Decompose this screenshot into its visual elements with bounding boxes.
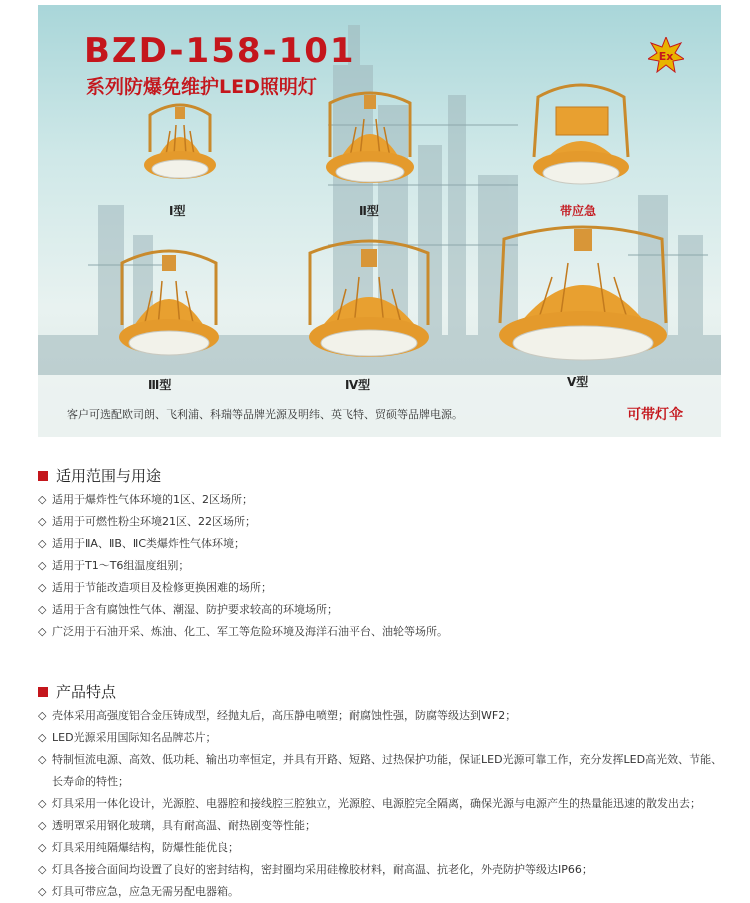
product-banner xyxy=(38,5,721,437)
list-item: ◇ 适用于爆炸性气体环境的1区、2区场所； xyxy=(38,489,728,511)
features-list xyxy=(38,705,728,903)
umbrella-note: 可带灯伞 xyxy=(627,407,683,423)
diamond-bullet-icon: ◇ xyxy=(38,515,47,528)
lamp-emergency-image xyxy=(528,77,634,197)
lamp-type-5-image xyxy=(494,223,672,375)
list-item: ◇ 灯具采用一体化设计，光源腔、电器腔和接线腔三腔独立，光源腔、电源腔完全隔离，确保光源与电源产生的热量能迅速的散发出去； xyxy=(38,793,728,815)
lamp-type-3-label: Ⅲ型 xyxy=(148,378,172,392)
section-bullet-square-icon xyxy=(38,471,48,481)
ex-mark-text: Ex xyxy=(658,50,674,63)
diamond-bullet-icon: ◇ xyxy=(38,625,47,638)
brand-options-caption: 客户可选配欧司朗、飞利浦、科瑞等品牌光源及明纬、英飞特、贸硕等品牌电源。 xyxy=(67,408,463,421)
diamond-bullet-icon: ◇ xyxy=(38,709,47,722)
section-heading-text: 适用范围与用途 xyxy=(56,467,162,485)
list-item: ◇ 适用于可燃性粉尘环境21区、22区场所； xyxy=(38,511,728,533)
diamond-bullet-icon: ◇ xyxy=(38,797,47,810)
applications-list xyxy=(38,489,728,643)
section-heading-features xyxy=(38,681,116,702)
list-item: ◇ 壳体采用高强度铝合金压铸成型，经抛丸后，高压静电喷塑；耐腐蚀性强，防腐等级达到WF2； xyxy=(38,705,728,727)
diamond-bullet-icon: ◇ xyxy=(38,819,47,832)
section-bullet-square-icon xyxy=(38,687,48,697)
list-item: ◇ 适用于T1～T6组温度组别； xyxy=(38,555,728,577)
section-heading-applications xyxy=(38,465,161,486)
diamond-bullet-icon: ◇ xyxy=(38,559,47,572)
list-item: ◇ 适用于含有腐蚀性气体、潮湿、防护要求较高的环境场所； xyxy=(38,599,728,621)
diamond-bullet-icon: ◇ xyxy=(38,885,47,898)
lamp-type-2-image xyxy=(322,87,418,199)
diamond-bullet-icon: ◇ xyxy=(38,731,47,744)
list-item: ◇ 透明罩采用钢化玻璃，具有耐高温、耐热剧变等性能； xyxy=(38,815,728,837)
list-item: ◇ 灯具采用纯隔爆结构，防爆性能优良； xyxy=(38,837,728,859)
lamp-type-1-label: Ⅰ型 xyxy=(169,204,186,218)
product-series-subtitle: 系列防爆免维护LED照明灯 xyxy=(86,76,317,98)
lamp-type-3-image xyxy=(114,245,224,373)
lamp-type-1-image xyxy=(138,97,222,197)
diamond-bullet-icon: ◇ xyxy=(38,537,47,550)
diamond-bullet-icon: ◇ xyxy=(38,753,47,766)
diamond-bullet-icon: ◇ xyxy=(38,581,47,594)
list-item: ◇ 适用于ⅡA、ⅡB、ⅡC类爆炸性气体环境； xyxy=(38,533,728,555)
diamond-bullet-icon: ◇ xyxy=(38,841,47,854)
ex-explosion-proof-icon xyxy=(648,37,684,73)
list-item: ◇ LED光源采用国际知名品牌芯片； xyxy=(38,727,728,749)
lamp-type-5-label: Ⅴ型 xyxy=(567,375,589,389)
lamp-emergency-label: 带应急 xyxy=(560,204,597,218)
diamond-bullet-icon: ◇ xyxy=(38,493,47,506)
product-model-title: BZD-158-101 xyxy=(84,31,356,71)
diamond-bullet-icon: ◇ xyxy=(38,863,47,876)
lamp-type-4-label: Ⅳ型 xyxy=(345,378,371,392)
list-item: ◇ 灯具各接合面间均设置了良好的密封结构，密封圈均采用硅橡胶材料，耐高温、抗老化，外壳防护等级达IP66； xyxy=(38,859,728,881)
list-item: ◇ 广泛用于石油开采、炼油、化工、军工等危险环境及海洋石油平台、油轮等场所。 xyxy=(38,621,728,643)
list-item: ◇ 特制恒流电源、高效、低功耗、输出功率恒定，并具有开路、短路、过热保护功能，保证LED光源可靠工作，充分发挥LED高光效、节能、长寿命的特性； xyxy=(38,749,728,793)
lamp-type-2-label: Ⅱ型 xyxy=(359,204,379,218)
list-item: ◇ 适用于节能改造项目及检修更换困难的场所； xyxy=(38,577,728,599)
diamond-bullet-icon: ◇ xyxy=(38,603,47,616)
lamp-type-4-image xyxy=(304,237,434,373)
section-heading-text: 产品特点 xyxy=(56,683,117,701)
list-item: ◇ 灯具可带应急，应急无需另配电器箱。 xyxy=(38,881,728,903)
